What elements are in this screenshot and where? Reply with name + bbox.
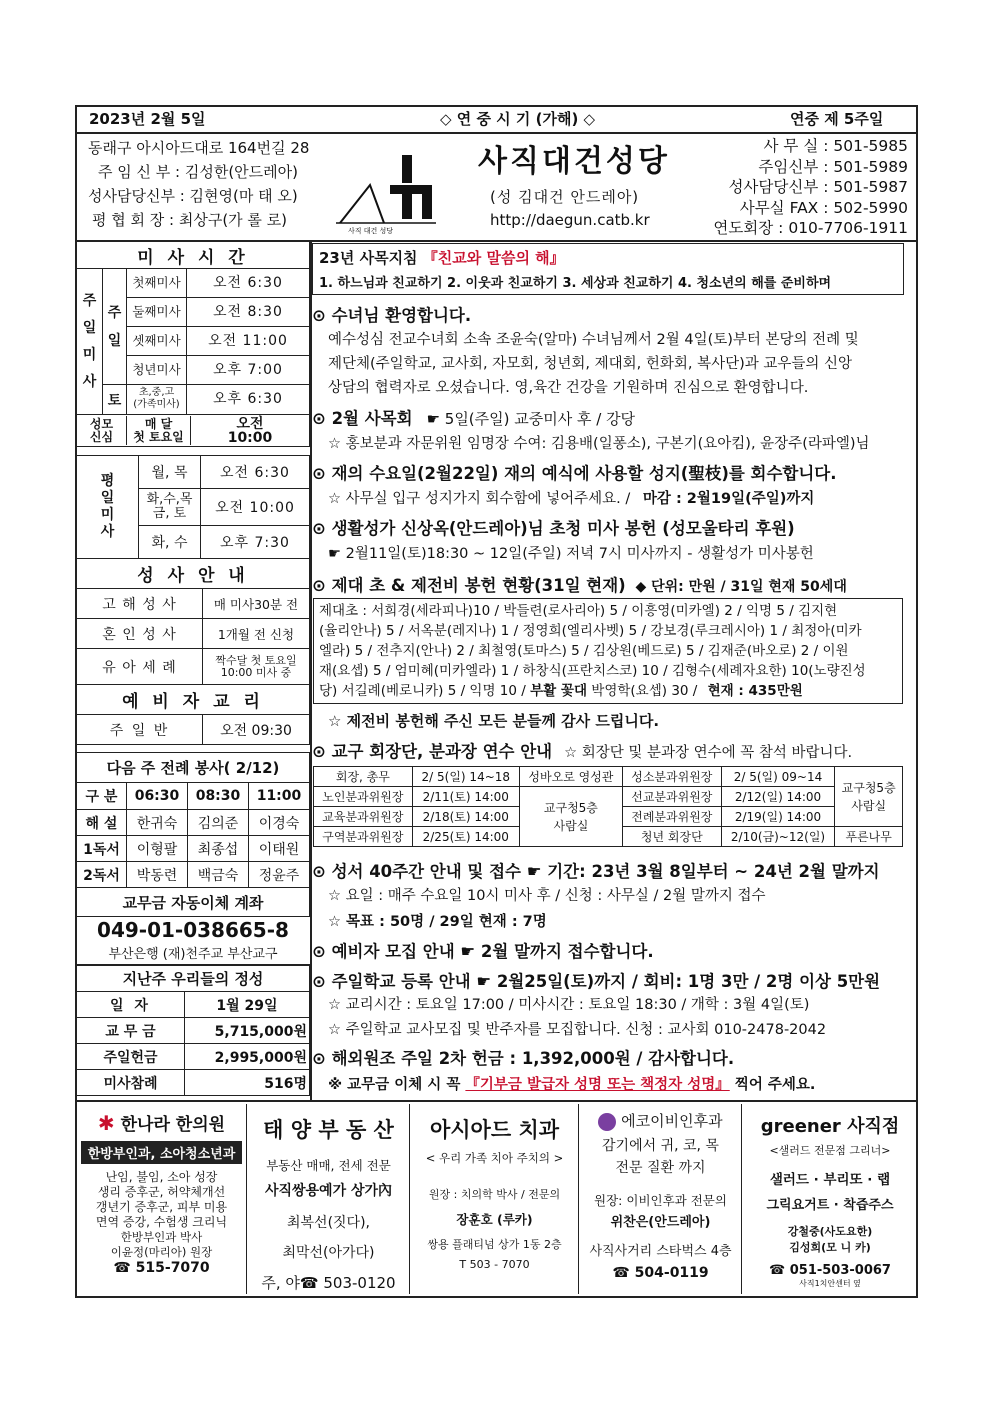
sunday-mass-label: 주 일 미 사 (77, 269, 103, 415)
notice-sister-body: 예수성심 전교수녀회 소속 조윤숙(알마) 수녀님께서 2월 4일(토)부터 본당의 전례 및 제단체(주일학교, 교사회, 자모회, 청년회, 제대회, 헌화회, 복사단)과 교우들의 신앙 상담의 협력자로 오셨습니다. 영,육간 건강을 기원하며 진심으로 환영합니다. (328, 332, 859, 396)
service-roster (76, 752, 310, 917)
notice-concert: ⊙ 생활성가 신상옥(안드레아)님 초청 미사 봉헌 (성모울타리 후원) (312, 519, 795, 538)
assistant-priest: 성사담당신부 : 김현영(마 태 오) (88, 187, 298, 205)
mass-schedule (76, 241, 310, 447)
sacrament-title: 성 사 안 내 (77, 559, 310, 589)
ad-greener: greener 사직점 <샐러드 전문점 그리너> 샐러드 · 부리또 · 랩 그릭요거트 · 착즙주스 강철중(사도요한) 김성희(모 니 카) ☎ 051-503-0067 사직1치안센터 옆 (760, 1116, 900, 1288)
service-cell: 박동련 (127, 862, 188, 888)
sacrament-guide (76, 558, 310, 745)
service-cell: 이경숙 (249, 810, 310, 836)
guideline-theme: 『친교와 말씀의 해』 (422, 249, 565, 267)
service-cell: 이형팔 (127, 836, 188, 862)
notice-receipt: ※ 교무금 이체 시 꼭 『기부금 발급자 성명 또는 책정자 성명』 찍어 주세요. (328, 1077, 816, 1093)
phone-yeondo: 연도회장 : 010-7706-1911 (713, 219, 908, 237)
sacrament-name: 유 아 세 례 (77, 649, 203, 685)
notice-overseas: ⊙ 해외원조 주일 2차 헌금 : 1,392,000원 / 감사합니다. (312, 1049, 735, 1068)
liturgical-season: ◇ 연 중 시 기 (가해) ◇ (440, 110, 596, 128)
notice-catechumen: ⊙ 예비자 모집 안내 ☛ 2월 말까지 접수합니다. (312, 942, 654, 961)
service-head: 11:00 (249, 783, 310, 810)
offering-value: 516명 (185, 1070, 310, 1096)
catechumen-class: 주 일 반 (77, 715, 203, 745)
sacrament-info: 짝수달 첫 토요일 10:00 미사 중 (203, 649, 310, 685)
notice-council: ⊙ 2월 사목회 ☛ 5일(주일) 교중미사 후 / 강당 (312, 409, 636, 428)
notice-palm-body: ☆ 사무실 입구 성지가지 회수함에 넣어주세요. / 마감 : 2월19일(주일)까지 (328, 491, 815, 507)
offering-key: 일 자 (77, 992, 185, 1018)
weekday-time: 오후 7:30 (201, 526, 310, 559)
sacrament-name: 혼 인 성 사 (77, 619, 203, 649)
service-head: 06:30 (127, 783, 188, 810)
service-role: 2독서 (77, 862, 127, 888)
sacrament-info: 1개월 전 신청 (203, 619, 310, 649)
church-url[interactable]: http://daegun.catb.kr (490, 211, 650, 229)
notice-sunday-school: ⊙ 주일학교 등록 안내 ☛ 2월25일(토)까지 / 회비: 1명 3만 / 2명 이상 5만원 (312, 972, 881, 991)
account-title: 교무금 자동이체 계좌 (77, 888, 310, 917)
weekday-time: 오전 10:00 (201, 489, 310, 526)
address: 동래구 아시아드대로 164번길 28 (88, 139, 310, 157)
phone-pastor: 주임신부 : 501-5989 (758, 157, 908, 176)
svg-text:사직 대건 성당: 사직 대건 성당 (348, 227, 394, 235)
sacrament-info: 매 미사30분 전 (203, 589, 310, 619)
weekday-day: 월, 목 (139, 456, 201, 489)
notice-school-body2: ☆ 주일학교 교사모집 및 반주자를 모집합니다. 신청 : 교사회 010-2478-2042 (328, 1022, 827, 1038)
guideline-title: 23년 사목지침 (319, 249, 423, 267)
mass-title: 미 사 시 간 (77, 242, 310, 269)
offering-table (76, 965, 310, 1096)
offering-value: 1월 29일 (185, 992, 310, 1018)
service-title: 다음 주 전례 봉사( 2/12) (77, 753, 310, 783)
account-box (76, 917, 310, 965)
saturday-label: 토 (103, 385, 127, 415)
weekday-day: 화,수,목 금, 토 (139, 489, 201, 526)
ad-asiad-dental: 아시아드 치과 < 우리 가족 치아 주치의 > 원장 : 치의학 박사 / 전문의 장훈호 (루카) 쌍용 플래티넘 상가 1동 2층 T 503 - 7070 (411, 1104, 579, 1294)
offering-value: 2,995,000원 (185, 1044, 310, 1070)
notice-bible-body1: ☆ 요일 : 매주 수요일 10시 미사 후 / 신청 : 사무실 / 2월 말까지 접수 (328, 888, 766, 904)
ad-eco-ent: 에코이비인후과 감기에서 귀, 코, 목 전문 질환 까지 원장: 이비인후과 전문의 위찬은(안드레아) 사직사거리 스타벅스 4층 ☎ 504-0119 (580, 1104, 742, 1294)
notice-bible: ⊙ 성서 40주간 안내 및 접수 ☛ 기간: 23년 3월 8일부터 ~ 24년 2월 말까지 (312, 862, 880, 881)
service-role: 1독서 (77, 836, 127, 862)
notice-candle: ⊙ 제대 초 & 제전비 봉헌 현황(31일 현재) ◆ 단위: 만원 / 31일 현재 50세대 (312, 576, 847, 595)
service-role: 해 설 (77, 810, 127, 836)
weekday-time: 오전 6:30 (201, 456, 310, 489)
church-patron: (성 김대건 안드레아) (490, 188, 640, 206)
notice-palm: ⊙ 재의 수요일(2월22일) 재의 예식에 사용할 성지(聖枝)를 회수합니다. (312, 464, 837, 483)
offering-key: 미사참례 (77, 1070, 185, 1096)
church-info (88, 136, 309, 232)
mass-row: 둘째미사 오전 8:30 (127, 298, 310, 327)
phone-assistant: 성사담당신부 : 501-5987 (728, 178, 908, 196)
weekday-mass (76, 455, 310, 559)
account-bank: 부산은행 (재)천주교 부산교구 (108, 947, 278, 962)
sacrament-name: 고 해 성 사 (77, 589, 203, 619)
holy-hour-row: 성모 신심 매 달 첫 토요일 오전 10:00 (77, 415, 310, 447)
mass-row: 초,중,고 (가족미사) 오후 6:30 (127, 385, 310, 415)
account-number: 049-01-038665-8 (97, 918, 289, 942)
ad-hannara: ✱ 한나라 한의원 한방부인과, 소아청소년과 난임, 불임, 소아 성장 생리 증후군, 허약체개선 갱년기 증후군, 피부 미용 면역 증강, 수험생 크리닉 한방부인과 박사 이윤정(마리아) 원장 ☎ 515-7070 (77, 1104, 247, 1294)
offering-key: 교 무 금 (77, 1018, 185, 1044)
mass-row: 첫째미사 오전 6:30 (127, 269, 310, 298)
liturgical-week: 연중 제 5주일 (790, 110, 884, 128)
service-head: 08:30 (188, 783, 249, 810)
service-cell: 백금숙 (188, 862, 249, 888)
candle-box: 제대초 : 서희경(세라피나)10 / 박들련(로사리아) 5 / 이흥영(미카엘) 2 / 익명 5 / 김지현 (율리안나) 5 / 서옥분(레지나) 1 / 정영희(엘리사벳) 5 / 강보경(루크레시아) 1 / 최정아(미카 엘라) 5 / 전추지(안나) 2 / 최철영(토마스) 5 / 김상원(베드로) 5 / 김재준(바오로) 2 / 이원 재(요셉) 5 / 엄미혜(미카엘라) 1 / 하창식(프란치스코) 10 / 김형수(세례자요한) 10(노량진성 당) 서길례(베로니카) 5 / 익명 10 / 부활 꽃대 박영학(요셉) 30 / 현재 : 435만원 (313, 598, 903, 704)
issue-date: 2023년 2월 5일 (89, 110, 206, 128)
mass-row: 셋째미사 오전 11:00 (127, 327, 310, 356)
notice-training: ⊙ 교구 회장단, 분과장 연수 안내 ☆ 회장단 및 분과장 연수에 꼭 참석 바랍니다. (312, 742, 853, 761)
phone-list (696, 136, 908, 239)
notice-thanks: ☆ 제전비 봉헌해 주신 모든 분들께 감사 드립니다. (328, 712, 660, 730)
phone-fax: 사무실 FAX : 502-5990 (739, 198, 908, 217)
catechumen-title: 예 비 자 교 리 (77, 685, 310, 715)
notice-bible-body2: ☆ 목표 : 50명 / 29일 현재 : 7명 (328, 914, 547, 930)
offering-key: 주일헌금 (77, 1044, 185, 1070)
weekday-mass-label: 평 일 미 사 (77, 456, 139, 559)
ad-hannara-name: ✱ 한나라 한의원 (97, 1111, 226, 1135)
notice-school-body1: ☆ 교리시간 : 토요일 17:00 / 미사시간 : 토요일 18:30 / 개학 : 3월 4일(토) (328, 997, 810, 1013)
offering-title: 지난주 우리들의 정성 (77, 966, 310, 992)
service-cell: 김의준 (188, 810, 249, 836)
pastor: 주 임 신 부 : 김성한(안드레아) (98, 163, 298, 181)
flower-icon: ✱ (97, 1111, 115, 1135)
ad-taeyang: 태 양 부 동 산 부동산 매매, 전세 전문 사직쌍용예가 상가內 최복선(짓다), 최막선(아가다) 주, 야☎ 503-0120 (248, 1104, 410, 1294)
notice-council-body: ☆ 홍보분과 자문위원 임명장 수여: 김용배(일퐁소), 구본기(요아킴), 윤장주(라파엘)님 (328, 436, 870, 452)
service-head: 구 분 (77, 783, 127, 810)
service-cell: 한귀숙 (127, 810, 188, 836)
church-name: 사직대건성당 (478, 144, 670, 179)
church-logo (330, 145, 450, 235)
weekday-day: 화, 수 (139, 526, 201, 559)
phone-office: 사 무 실 : 501-5985 (763, 137, 908, 155)
sunday-label: 주 일 (103, 269, 127, 385)
council-president: 평 협 회 장 : 최상구(가 롤 로) (92, 211, 288, 229)
service-cell: 최종섭 (188, 836, 249, 862)
training-table: 회장, 총무 2/ 5(일) 14~18 성바오로 영성관 성소분과위원장 2/ 5(일) 09~14 교구청5층 사람실 노인분과위원장 2/11(토) 14:00 교구청5층 사람실 선교분과위원장 2/12(일) 14:00 교육분과위원장 2/18(토) 14:00 전례분과위원장 2/19(일) 14:00 구역분과위원장 2/25(토) 14:00 청년 회장단 2/10(금)~12(일) 푸른나무 (313, 766, 903, 847)
mass-row: 청년미사 오후 7:00 (127, 356, 310, 385)
service-cell: 정윤주 (249, 862, 310, 888)
notice-concert-body: ☛ 2월11일(토)18:30 ~ 12일(주일) 저녁 7시 미사까지 - 생활성가 미사봉헌 (328, 546, 814, 562)
eco-logo-icon (598, 1113, 616, 1131)
offering-value: 5,715,000원 (185, 1018, 310, 1044)
guideline-items: 1. 하느님과 친교하기 2. 이웃과 친교하기 3. 세상과 친교하기 4. 청소년의 해를 준비하며 (319, 276, 832, 291)
guideline-box (312, 243, 904, 295)
notice-sister: ⊙ 수녀님 환영합니다. (312, 306, 472, 325)
catechumen-time: 오전 09:30 (203, 715, 310, 745)
service-cell: 이태원 (249, 836, 310, 862)
